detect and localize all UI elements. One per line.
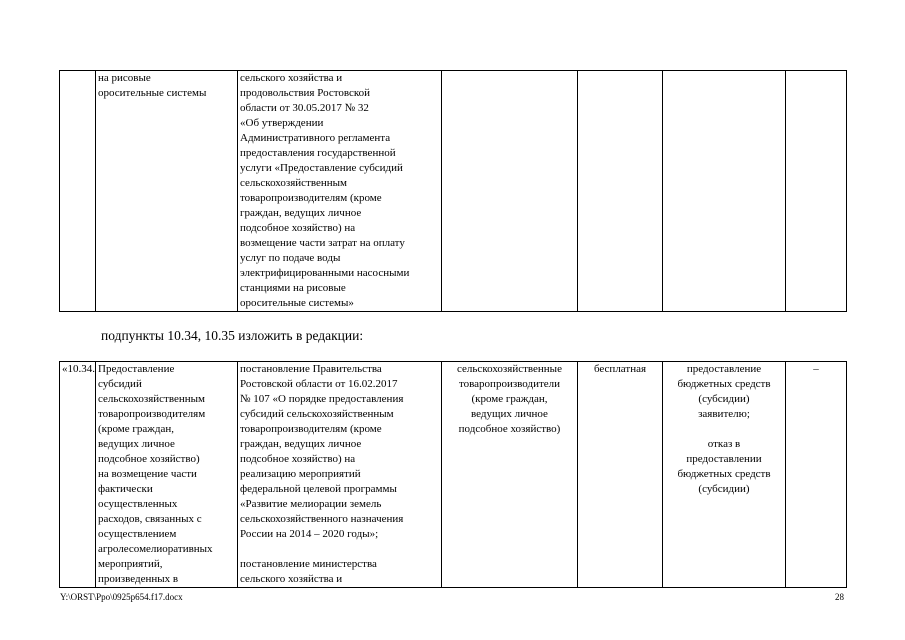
cell-result: предоставление бюджетных средств (субсидии) заявителю; отказ в предоставлении бюджетных средств (субсидии) — [663, 362, 786, 588]
cell-service-name: на рисовые оросительные системы — [96, 71, 238, 312]
cell-result — [663, 71, 786, 312]
cell-payment — [578, 71, 663, 312]
cell-payment: бесплатная — [578, 362, 663, 588]
table-row — [60, 362, 847, 588]
footer-file-path: Y:\ORST\Ppo\0925p654.f17.docx — [60, 592, 183, 602]
regulation-table-amended — [59, 361, 847, 588]
cell-note: – — [786, 362, 847, 588]
cell-service-name: Предоставление субсидий сельскохозяйственным товаропроизводителям (кроме граждан, ведущих личное подсобное хозяйство) на возмещение части фактически осуществленных расходов, связанных с осуществлением агролесомелиоративных мероприятий, произведенных в — [96, 362, 238, 588]
amendment-paragraph: подпункты 10.34, 10.35 изложить в редакции: — [101, 328, 364, 343]
cell-number: «10.34. — [60, 362, 96, 588]
regulation-table-continued — [59, 70, 847, 312]
cell-legal-act: сельского хозяйства и продовольствия Ростовской области от 30.05.2017 № 32 «Об утверждении Административного регламента предоставления государственной услуги «Предоставление субсидий сельскохозяйственным товаропроизводителям (кроме граждан, ведущих личное подсобное хозяйство) на возмещение части затрат на оплату услуг по подаче воды электрифицированными насосными станциями на рисовые оросительные системы» — [238, 71, 442, 312]
table-row — [60, 71, 847, 312]
cell-recipients — [442, 71, 578, 312]
cell-recipients: сельскохозяйственные товаропроизводители (кроме граждан, ведущих личное подсобное хозяйство) — [442, 362, 578, 588]
cell-legal-act: постановление Правительства Ростовской области от 16.02.2017 № 107 «О порядке предоставления субсидий сельскохозяйственным товаропроизводителям (кроме граждан, ведущих личное подсобное хозяйство) на реализацию мероприятий федеральной целевой программы «Развитие мелиорации земель сельскохозяйственного назначения России на 2014 – 2020 годы»; постановление министерства сельского хозяйства и — [238, 362, 442, 588]
cell-number — [60, 71, 96, 312]
cell-note — [786, 71, 847, 312]
page-number: 28 — [835, 592, 844, 602]
